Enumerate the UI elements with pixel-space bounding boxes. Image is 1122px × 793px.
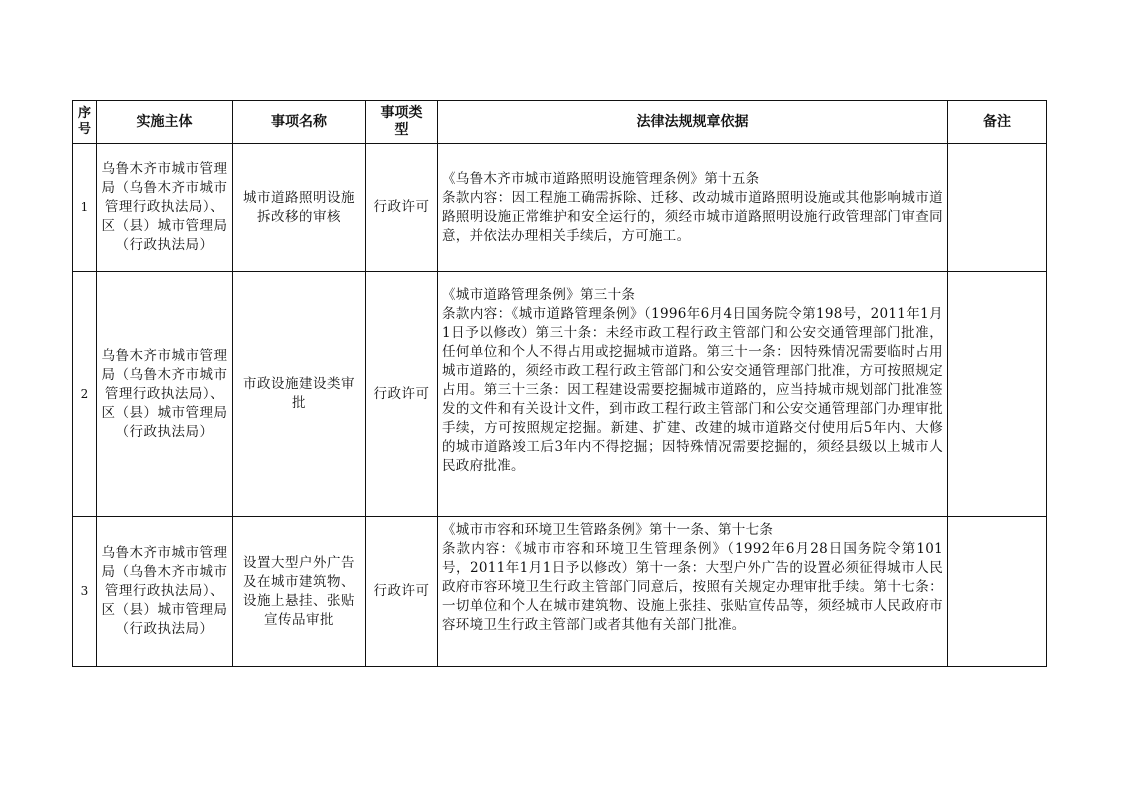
legal-basis [438,272,948,517]
item-type: 行政许可 [366,517,438,667]
table-row [73,517,1047,667]
note-cell [948,272,1047,517]
item-type: 行政许可 [366,272,438,517]
implementing-body: 乌鲁木齐市城市管理局（乌鲁木齐市城市管理行政执法局）、区（县）城市管理局（行政执法局） [97,517,233,667]
table-row [73,144,1047,272]
law-content: 条款内容：《城市市容和环境卫生管理条例》（1992年6月28日国务院令第101号，2011年1月1日予以修改）第十一条：大型户外广告的设置必须征得城市人民政府市容环境卫生行政主管部门同意后，按照有关规定办理审批手续。第十七条：一切单位和个人在城市建筑物、设施上张挂、张贴宣传品等，须经城市人民政府市容环境卫生行政主管部门或者其他有关部门批准。 [442,541,943,633]
header-note: 备注 [948,101,1047,144]
item-name: 设置大型户外广告及在城市建筑物、设施上悬挂、张贴宣传品审批 [233,517,366,667]
item-name: 城市道路照明设施拆改移的审核 [233,144,366,272]
header-item: 事项名称 [233,101,366,144]
law-content: 条款内容：《城市道路管理条例》（1996年6月4日国务院令第198号，2011年1月1日予以修改）第三十条：未经市政工程行政主管部门和公安交通管理部门批准，任何单位和个人不得占用或挖掘城市道路。第三十一条：因特殊情况需要临时占用城市道路的，须经市政工程行政主管部门和公安交通管理部门批准，方可按照规定占用。第三十三条：因工程建设需要挖掘城市道路的，应当持城市规划部门批准签发的文件和有关设计文件，到市政工程行政主管部门和公安交通管理部门办理审批手续，方可按照规定挖掘。新建、扩建、改建的城市道路交付使用后5年内、大修的城市道路竣工后3年内不得挖掘；因特殊情况需要挖掘的，须经县级以上城市人民政府批准。 [442,306,943,474]
header-type [366,101,438,144]
implementing-body: 乌鲁木齐市城市管理局（乌鲁木齐市城市管理行政执法局）、区（县）城市管理局（行政执法局） [97,272,233,517]
implementing-body: 乌鲁木齐市城市管理局（乌鲁木齐市城市管理行政执法局）、区（县）城市管理局（行政执法局） [97,144,233,272]
legal-basis [438,517,948,667]
row-number: 2 [73,272,97,517]
law-title: 《城市市容和环境卫生管路条例》第十一条、第十七条 [442,522,774,538]
note-cell [948,517,1047,667]
header-type-label: 事项类型 [380,105,423,138]
law-title: 《乌鲁木齐市城市道路照明设施管理条例》第十五条 [442,170,760,187]
note-cell [948,144,1047,272]
legal-basis [438,144,948,272]
row-number: 3 [73,517,97,667]
header-law: 法律法规规章依据 [438,101,948,144]
table-header-row [73,101,1047,144]
law-title: 《城市道路管理条例》第三十条 [442,287,636,303]
table-row [73,272,1047,517]
header-subject: 实施主体 [97,101,233,144]
header-no: 序号 [73,101,97,144]
item-type: 行政许可 [366,144,438,272]
item-name: 市政设施建设类审批 [233,272,366,517]
row-number: 1 [73,144,97,272]
regulation-table [72,100,1047,667]
law-content: 条款内容：因工程施工确需拆除、迁移、改动城市道路照明设施或其他影响城市道路照明设施正常维护和安全运行的，须经市城市道路照明设施行政管理部门审查同意，并依法办理相关手续后，方可施工。 [442,189,943,244]
